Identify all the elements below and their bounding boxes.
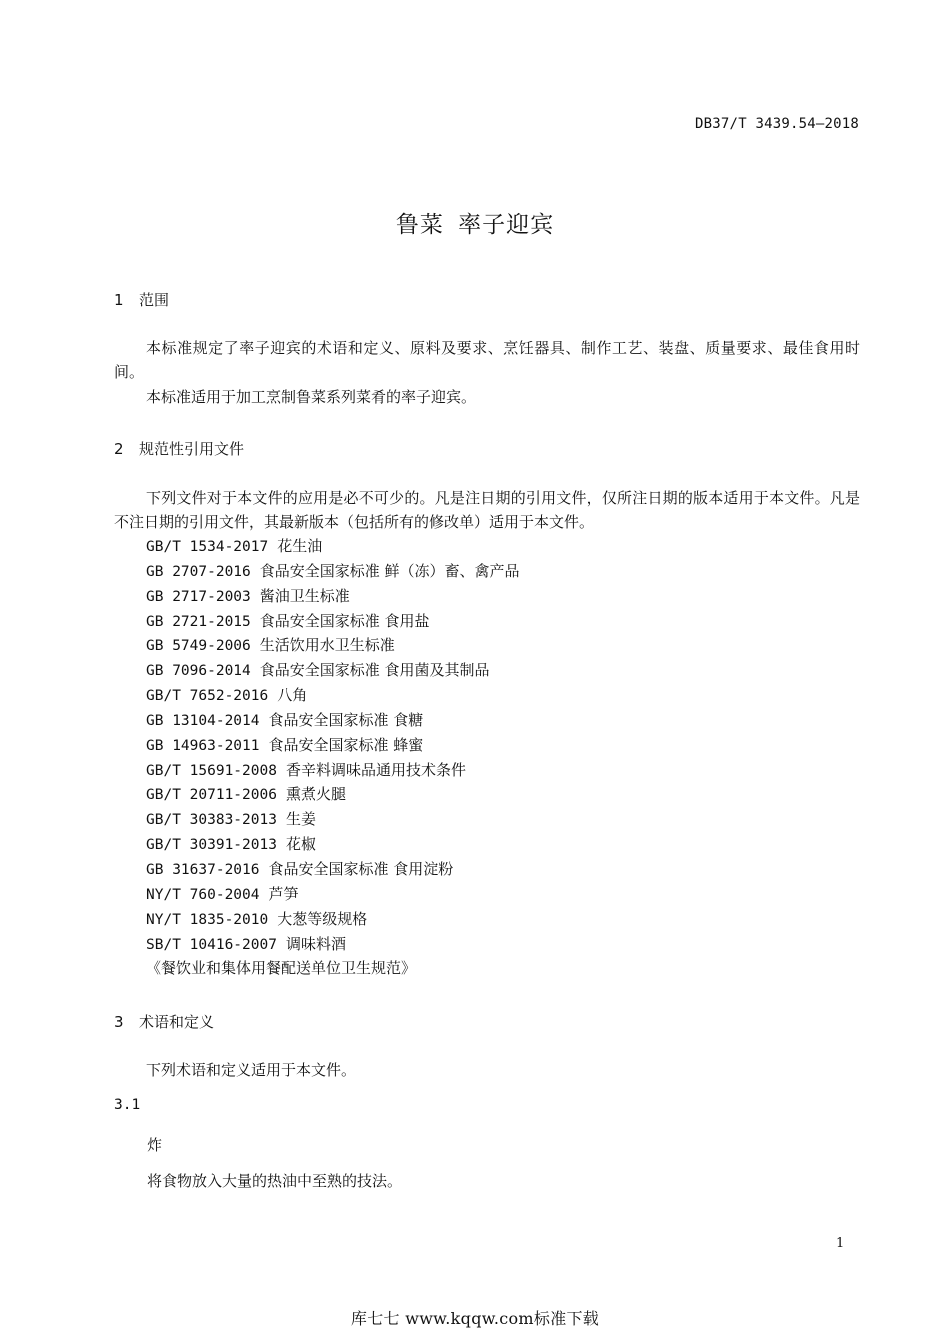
reference-name: 酱油卫生标准 [259,586,350,605]
list-item [146,784,520,809]
reference-name: 花椒 [285,835,316,854]
reference-name: 食品安全国家标准 食用淀粉 [268,859,454,878]
reference-name: 大葱等级规格 [277,909,368,928]
reference-code: SB/T 10416-2007 [146,936,277,953]
list-item [146,760,520,785]
reference-code: GB/T 7652-2016 [146,688,269,705]
reference-code: GB 2717-2003 [146,588,251,605]
reference-code: GB/T 20711-2006 [146,787,277,804]
reference-name: 八角 [277,686,308,705]
reference-code: GB/T 30391-2013 [146,837,277,854]
terms-intro: 下列术语和定义适用于本文件。 [146,1061,357,1079]
reference-code: GB/T 15691-2008 [146,762,277,779]
reference-code: GB 7096-2014 [146,663,251,680]
list-item [146,934,520,959]
section-title: 范围 [139,291,170,309]
list-item [146,611,520,636]
reference-list [146,536,520,983]
list-item [146,685,520,710]
reference-name: 食品安全国家标准 鲜（冻）畜、禽产品 [259,561,520,580]
reference-name: 生活饮用水卫生标准 [259,636,395,655]
reference-code: GB 5749-2006 [146,638,251,655]
reference-name: 调味料酒 [285,934,346,953]
reference-code: GB 2707-2016 [146,563,251,580]
scope-paragraph-1: 本标准规定了率子迎宾的术语和定义、原料及要求、烹饪器具、制作工艺、装盘、质量要求、最佳食用时间。 [114,339,860,381]
reference-code: NY/T 1835-2010 [146,911,269,928]
list-item [146,635,520,660]
term-name: 炸 [147,1136,163,1154]
reference-code: GB 2721-2015 [146,613,251,630]
list-item [146,586,520,611]
section-number: 1 [114,291,124,309]
reference-name: 熏煮火腿 [285,785,346,804]
reference-name: 生姜 [285,810,316,829]
reference-name: 《餐饮业和集体用餐配送单位卫生规范》 [146,959,417,978]
section-number: 3 [114,1013,124,1031]
list-item [146,958,520,983]
reference-code: GB/T 30383-2013 [146,812,277,829]
section-number: 2 [114,440,124,458]
section-title: 规范性引用文件 [139,440,245,458]
list-item [146,735,520,760]
section-title: 术语和定义 [139,1013,215,1031]
list-item [146,884,520,909]
reference-name: 食品安全国家标准 食糖 [268,710,424,729]
reference-name: 食品安全国家标准 食用盐 [259,611,430,630]
reference-code: GB 13104-2014 [146,712,260,729]
list-item [146,561,520,586]
list-item [146,809,520,834]
reference-name: 花生油 [277,537,323,555]
reference-code: GB 31637-2016 [146,861,260,878]
footer-watermark-text[interactable]: 库七七 www.kqqw.com标准下载 [350,1309,600,1328]
list-item [146,859,520,884]
term-definition: 将食物放入大量的热油中至熟的技法。 [147,1172,403,1190]
reference-code: GB/T 1534-2017 [146,539,269,555]
standard-code: DB37/T 3439.54—2018 [695,116,859,132]
section-heading-scope [114,289,169,310]
list-item [146,536,520,561]
list-item [146,834,520,859]
reference-name: 芦笋 [268,884,299,903]
term-number: 3.1 [114,1097,141,1113]
list-item [146,909,520,934]
reference-name: 香辛料调味品通用技术条件 [285,760,466,779]
reference-name: 食品安全国家标准 蜂蜜 [268,735,424,754]
document-title: 鲁菜 率子迎宾 [395,212,555,238]
reference-code: NY/T 760-2004 [146,886,260,903]
list-item [146,660,520,685]
section-heading-normative-references [114,438,244,459]
reference-name: 食品安全国家标准 食用菌及其制品 [259,661,490,680]
page-number: 1 [836,1236,845,1251]
reference-code: GB 14963-2011 [146,737,260,754]
section-heading-terms-and-definitions [114,1011,214,1032]
references-intro: 下列文件对于本文件的应用是必不可少的。凡是注日期的引用文件，仅所注日期的版本适用于本文件。凡是不注日期的引用文件，其最新版本（包括所有的修改单）适用于本文件。 [114,489,860,531]
scope-paragraph-2: 本标准适用于加工烹制鲁菜系列菜肴的率子迎宾。 [146,388,477,406]
list-item [146,710,520,735]
